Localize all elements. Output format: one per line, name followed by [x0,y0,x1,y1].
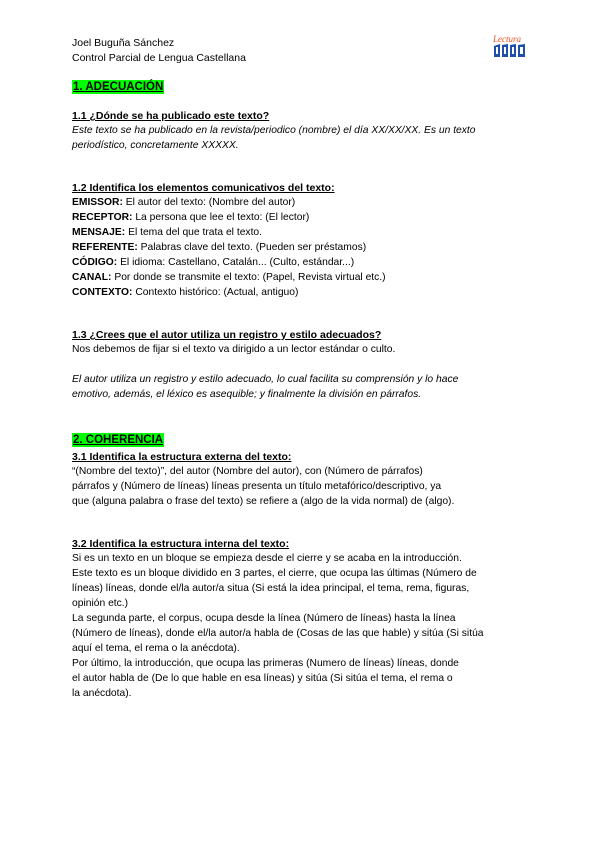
question-1-3-title: 1.3 ¿Crees que el autor utiliza un registro y estilo adecuados? [72,329,382,341]
question-1-3-answer [72,372,458,402]
item-text: El idioma: Castellano, Catalán... (Culto, estándar...) [117,257,355,268]
question-1-1-title: 1.1 ¿Dónde se ha publicado este texto? [72,110,270,122]
list-item [72,285,386,300]
answer-line: párrafos y (Número de líneas) líneas presenta un título metafórico/descriptivo, ya [72,481,442,492]
item-text: La persona que lee el texto: (El lector) [132,212,310,223]
answer-line: emotivo, además, el léxico es asequible; y finalmente la división en párrafos. [72,389,422,400]
item-term: MENSAJE: [72,227,126,238]
section-coherencia-title: 2. COHERENCIA [73,434,164,446]
list-item [72,270,386,285]
author-name: Joel Buguña Sánchez [72,37,175,49]
question-1-2-title: 1.2 Identifica los elementos comunicativos del texto: [72,182,335,194]
section-adecuacion-title: 1. ADECUACIÓN [73,81,164,93]
answer-line: opinión etc.) [72,598,129,609]
item-term: CANAL: [72,272,112,283]
answer-line: periodístico, concretamente XXXXX. [72,140,239,151]
item-text: El tema del que trata el texto. [125,227,263,238]
list-item [72,210,386,225]
answer-line: La segunda parte, el corpus, ocupa desde la línea (Número de líneas) hasta la línea [72,613,456,624]
answer-line: Por último, la introducción, que ocupa las primeras (Numero de líneas) líneas, donde [72,658,459,669]
answer-line: “(Nombre del texto)”, del autor (Nombre del autor), con (Número de párrafos) [72,466,423,477]
logo-text: Lectura [493,34,521,44]
question-1-1-answer [72,123,476,153]
document-header [72,36,246,66]
item-text: Por donde se transmite el texto: (Papel, Revista virtual etc.) [111,272,386,283]
item-term: REFERENTE: [72,242,138,253]
answer-line: El autor utiliza un registro y estilo adecuado, lo cual facilita su comprensión y lo hace [72,374,459,385]
question-3-1-title: 3.1 Identifica la estructura externa del texto: [72,451,292,463]
item-text: El autor del texto: (Nombre del autor) [122,197,296,208]
item-term: CÓDIGO: [72,257,118,268]
communicative-elements-list [72,195,386,300]
answer-line: Este texto es un bloque dividido en 3 partes, el cierre, que ocupa las últimas (Número de [72,568,477,579]
answer-line: Este texto se ha publicado en la revista/periodico (nombre) el día XX/XX/XX. Es un texto [72,125,476,136]
question-1-3-intro: Nos debemos de fijar si el texto va dirigido a un lector estándar o culto. [72,344,396,355]
question-3-2-answer [72,551,484,701]
answer-line: (Número de líneas), donde el/la autor/a habla de (Cosas de las que hable) y sitúa (Si sitúa [72,628,484,639]
answer-line: la anécdota). [72,688,132,699]
question-3-2-title: 3.2 Identifica la estructura interna del texto: [72,538,290,550]
course-name: Control Parcial de Lengua Castellana [72,52,246,64]
answer-line: el autor habla de (De lo que hable en esa líneas) y sitúa (Si sitúa el tema, el rema o [72,673,453,684]
lectura-logo [491,33,529,59]
list-item [72,225,386,240]
question-3-1-answer [72,464,454,509]
item-text: Contexto histórico: (Actual, antiguo) [132,287,299,298]
answer-line: líneas) líneas, donde el/la autor/a situa (Si está la idea principal, el tema, rema, figuras, [72,583,470,594]
list-item [72,255,386,270]
list-item [72,195,386,210]
item-term: CONTEXTO: [72,287,133,298]
item-term: EMISSOR: [72,197,123,208]
item-term: RECEPTOR: [72,212,133,223]
item-text: Palabras clave del texto. (Pueden ser préstamos) [137,242,367,253]
list-item [72,240,386,255]
answer-line: Si es un texto en un bloque se empieza desde el cierre y se acaba en la introducción. [72,553,462,564]
answer-line: que (alguna palabra o frase del texto) se refiere a (algo de la vida normal) de (algo). [72,496,455,507]
answer-line: aquí el tema, el rema o la anécdota). [72,643,240,654]
